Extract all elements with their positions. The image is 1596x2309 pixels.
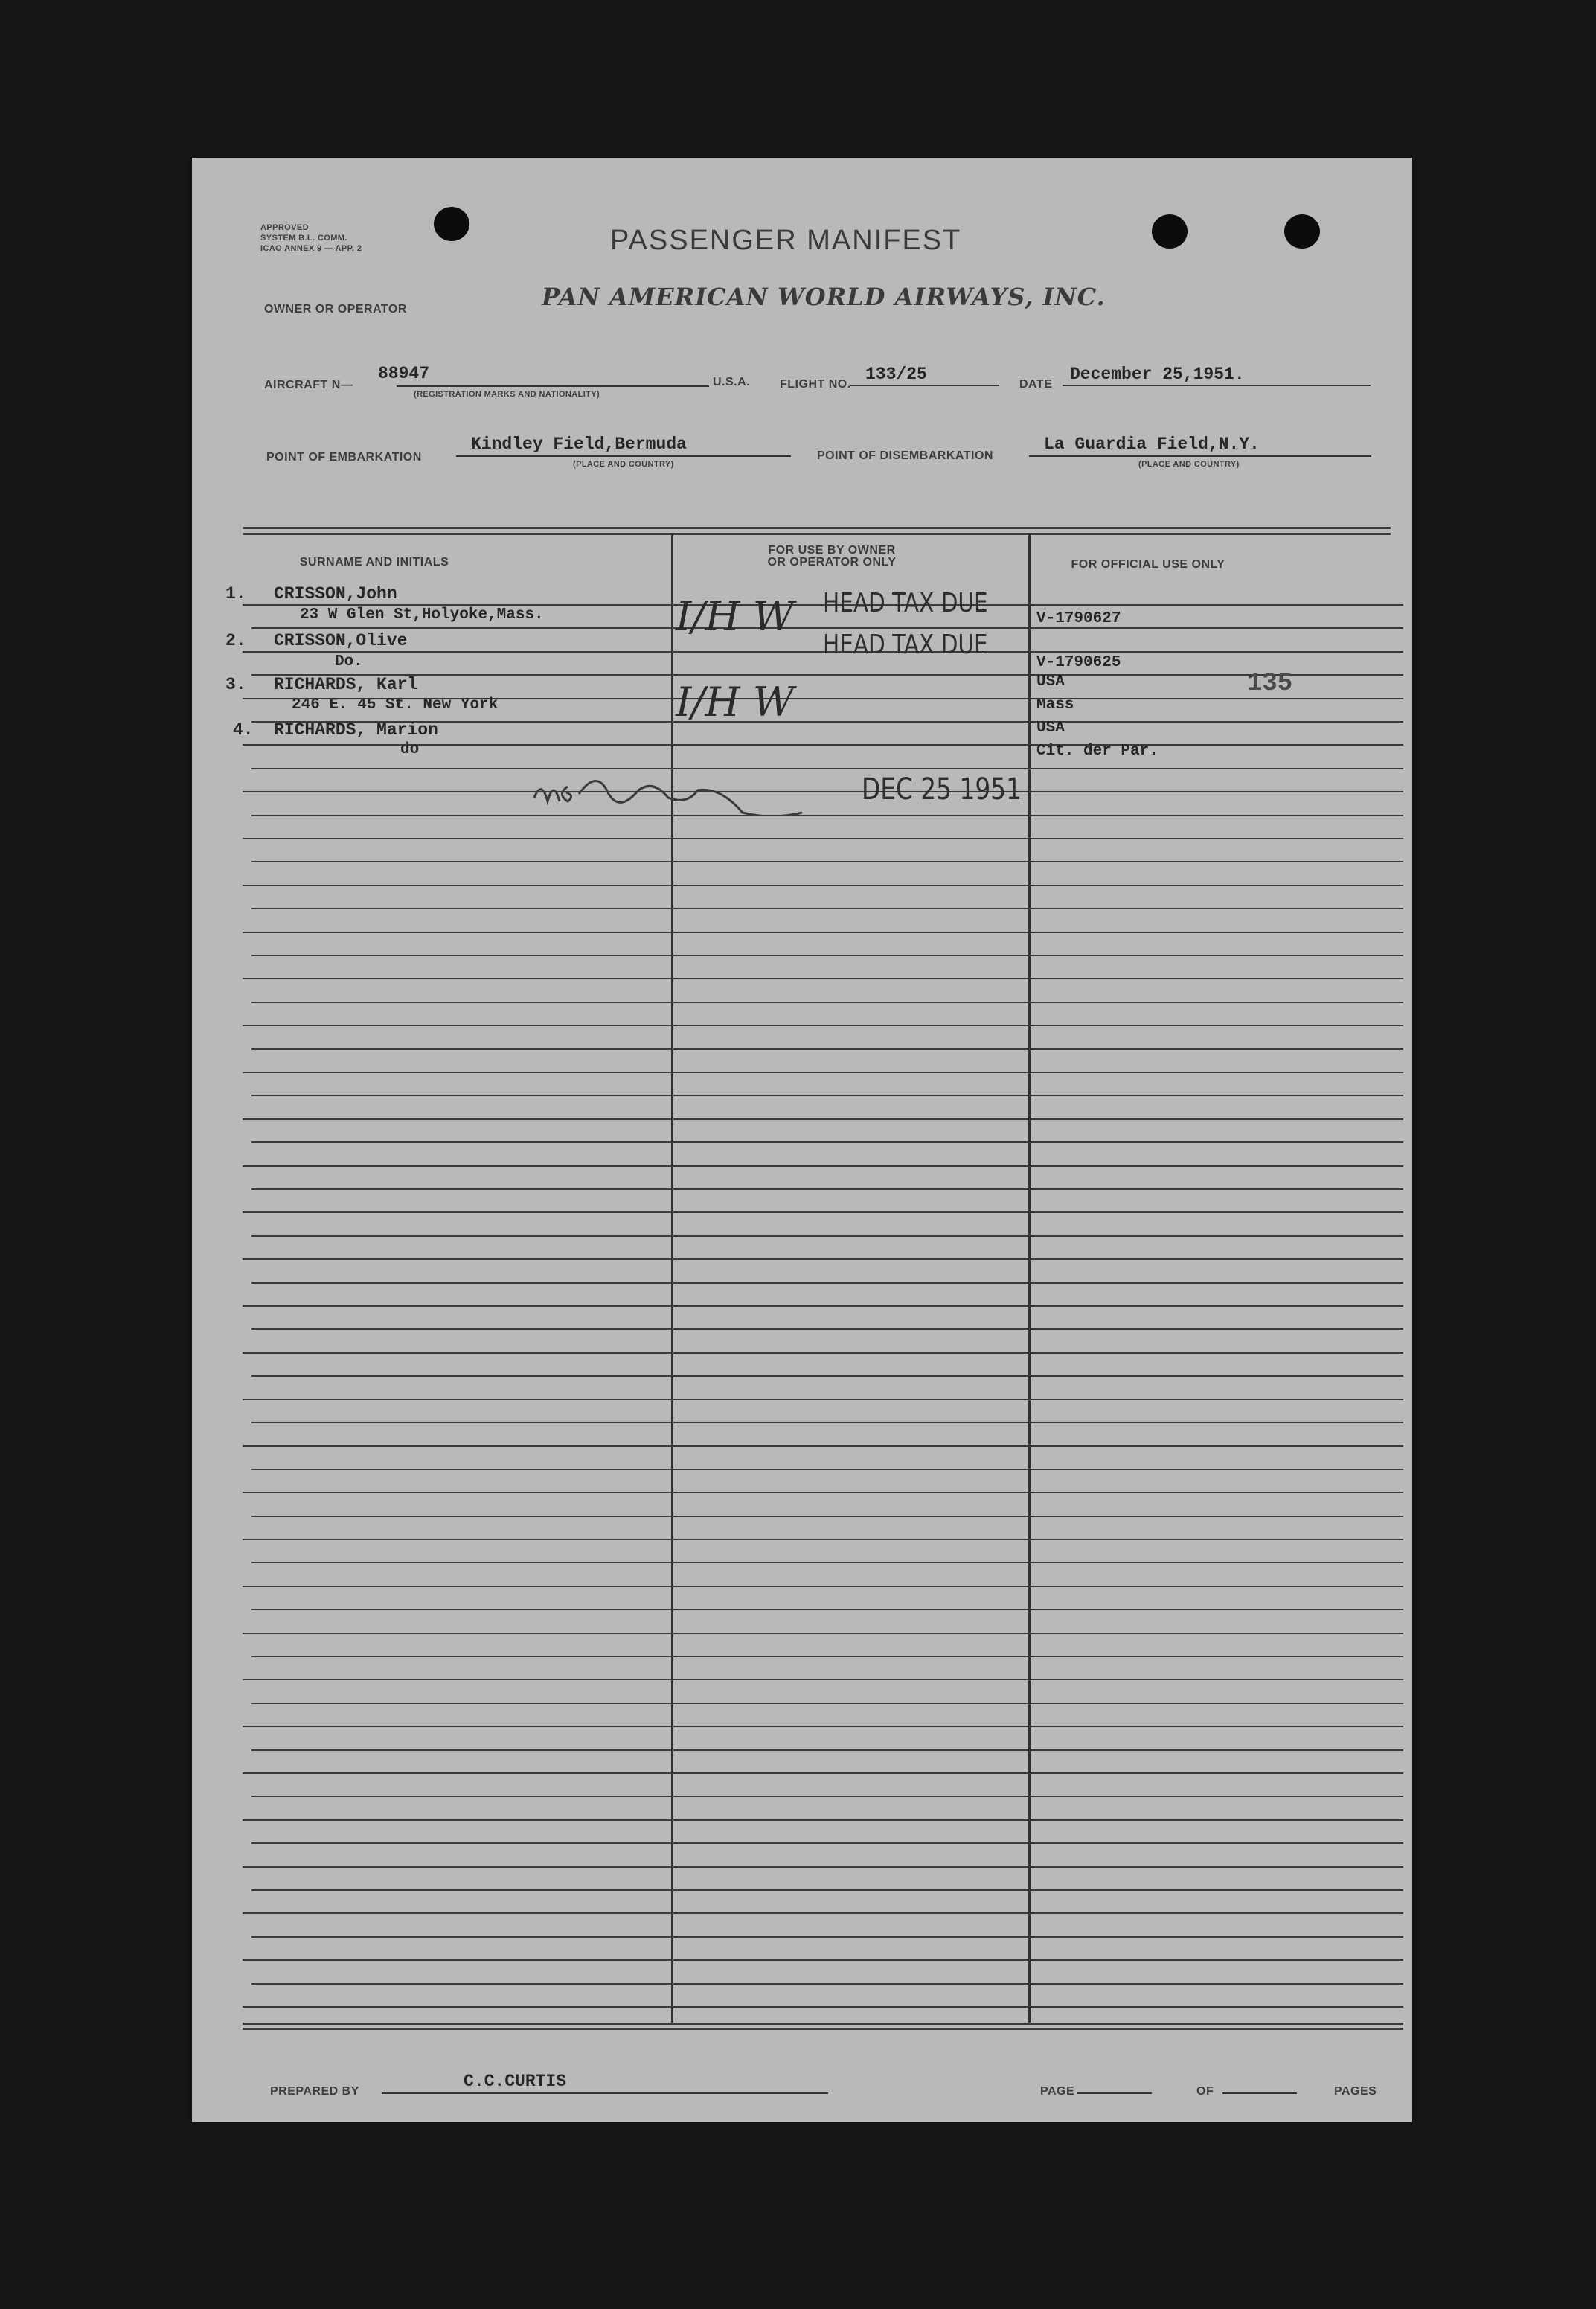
passenger-address: 246 E. 45 St. New York — [292, 696, 499, 714]
table-rule — [251, 768, 1403, 769]
table-rule — [251, 1141, 1403, 1143]
table-rule — [243, 978, 1403, 979]
table-rule — [243, 1258, 1403, 1260]
passenger-name: CRISSON,John — [274, 584, 397, 603]
flight-label: FLIGHT NO. — [780, 378, 851, 391]
embarkation-label: POINT OF EMBARKATION — [266, 451, 422, 464]
approval-line-1: APPROVED — [260, 223, 309, 232]
owner-label: OWNER OR OPERATOR — [264, 303, 407, 316]
surname-column-header: SURNAME AND INITIALS — [299, 556, 449, 569]
table-rule — [251, 1983, 1403, 1985]
disembarkation-label: POINT OF DISEMBARKATION — [817, 449, 993, 462]
table-rule — [251, 1796, 1403, 1797]
approval-line-2: SYSTEM B.L. COMM. — [260, 234, 347, 243]
table-rule — [243, 932, 1403, 933]
table-rule — [243, 1445, 1403, 1447]
table-rule — [243, 1726, 1403, 1727]
flight-date: December 25,1951. — [1070, 365, 1245, 384]
table-rule — [243, 1492, 1403, 1493]
operator-column-header: FOR USE BY OWNER OR OPERATOR ONLY — [767, 544, 897, 569]
row-number: 2. — [225, 631, 246, 650]
official-entry: V-1790627 — [1036, 610, 1121, 627]
table-rule — [243, 1305, 1403, 1307]
table-rule — [251, 1749, 1403, 1751]
date-stamp: DEC 25 1951 — [862, 772, 1022, 807]
prepared-by-label: PREPARED BY — [270, 2085, 359, 2098]
passenger-name: RICHARDS, Karl — [274, 675, 418, 694]
table-rule — [243, 1866, 1403, 1868]
table-rule — [251, 1095, 1403, 1096]
aircraft-number: 88947 — [378, 364, 430, 383]
table-rule — [243, 1819, 1403, 1821]
passenger-address: Do. — [335, 653, 363, 670]
head-tax-stamp: HEAD TAX DUE — [823, 630, 988, 660]
table-rule — [251, 1656, 1403, 1657]
passenger-address: do — [400, 741, 420, 758]
table-rule — [243, 1586, 1403, 1587]
table-rule — [243, 1352, 1403, 1354]
registration-caption: (REGISTRATION MARKS AND NATIONALITY) — [414, 390, 600, 399]
table-rule — [243, 1118, 1403, 1120]
table-rule — [251, 1562, 1403, 1563]
row-number: 3. — [225, 675, 246, 694]
table-rule — [243, 2006, 1403, 2008]
table-rule — [243, 1072, 1403, 1073]
table-rule — [243, 1772, 1403, 1774]
official-entry: USA — [1036, 673, 1065, 691]
punch-hole — [434, 207, 469, 241]
manifest-sheet — [192, 158, 1412, 2122]
table-rule — [251, 1516, 1403, 1517]
punch-hole — [1284, 214, 1320, 249]
table-rule — [243, 1959, 1403, 1961]
punch-hole — [1152, 214, 1188, 249]
embarkation-place: Kindley Field,Bermuda — [471, 435, 687, 454]
table-rule — [251, 1469, 1403, 1470]
prepared-by-name: C.C.CURTIS — [464, 2072, 567, 2091]
table-rule — [251, 1002, 1403, 1003]
table-rule — [251, 861, 1403, 862]
aircraft-label: AIRCRAFT N— — [264, 379, 353, 391]
table-rule — [251, 1282, 1403, 1284]
table-rule — [251, 955, 1403, 956]
table-rule — [251, 1048, 1403, 1050]
inspector-signature — [527, 772, 862, 816]
table-rule — [251, 1422, 1403, 1423]
passenger-name: RICHARDS, Marion — [274, 720, 438, 740]
table-rule — [243, 1633, 1403, 1634]
table-rule — [243, 885, 1403, 886]
official-entry: Mass — [1036, 696, 1074, 714]
official-entry: USA — [1036, 720, 1065, 737]
country-label: U.S.A. — [713, 376, 751, 388]
pages-label: PAGES — [1334, 2085, 1377, 2098]
row-number: 1. — [225, 584, 246, 603]
table-rule — [243, 1912, 1403, 1914]
page-title: PASSENGER MANIFEST — [610, 225, 962, 256]
flight-number: 133/25 — [865, 365, 927, 384]
table-rule — [251, 1842, 1403, 1844]
table-rule — [251, 1375, 1403, 1377]
disembarkation-place: La Guardia Field,N.Y. — [1044, 435, 1260, 454]
date-label: DATE — [1019, 378, 1053, 391]
official-entry: V-1790625 — [1036, 654, 1121, 671]
airline-name: PAN AMERICAN WORLD AIRWAYS, INC. — [542, 283, 1106, 311]
table-rule — [251, 1188, 1403, 1190]
row-number: 4. — [233, 720, 254, 740]
table-rule — [243, 1165, 1403, 1167]
table-rule — [251, 1328, 1403, 1330]
table-rule — [251, 1703, 1403, 1704]
disembarkation-caption: (PLACE AND COUNTRY) — [1138, 460, 1240, 469]
table-rule — [243, 838, 1403, 839]
table-rule — [251, 627, 1403, 629]
official-column-header: FOR OFFICIAL USE ONLY — [1071, 558, 1225, 571]
official-count: 135 — [1247, 670, 1293, 698]
approval-line-3: ICAO ANNEX 9 — APP. 2 — [260, 244, 362, 253]
embarkation-caption: (PLACE AND COUNTRY) — [573, 460, 674, 469]
table-rule — [251, 1235, 1403, 1237]
table-rule — [251, 674, 1403, 676]
table-rule — [251, 1609, 1403, 1610]
table-rule — [243, 1399, 1403, 1400]
head-tax-stamp: HEAD TAX DUE — [823, 588, 988, 618]
passenger-address: 23 W Glen St,Holyoke,Mass. — [300, 606, 544, 624]
table-rule — [251, 1889, 1403, 1891]
table-rule — [243, 1539, 1403, 1540]
table-rule — [251, 1936, 1403, 1938]
operator-mark: I/H W — [676, 593, 795, 640]
table-rule — [243, 1679, 1403, 1680]
passenger-name: CRISSON,Olive — [274, 631, 408, 650]
of-label: OF — [1196, 2085, 1214, 2098]
table-rule — [243, 1211, 1403, 1213]
page-label: PAGE — [1040, 2085, 1075, 2098]
operator-mark: I/H W — [676, 679, 795, 726]
official-entry: Cit. der Par. — [1036, 743, 1158, 760]
table-rule — [251, 908, 1403, 909]
table-rule — [243, 1025, 1403, 1026]
